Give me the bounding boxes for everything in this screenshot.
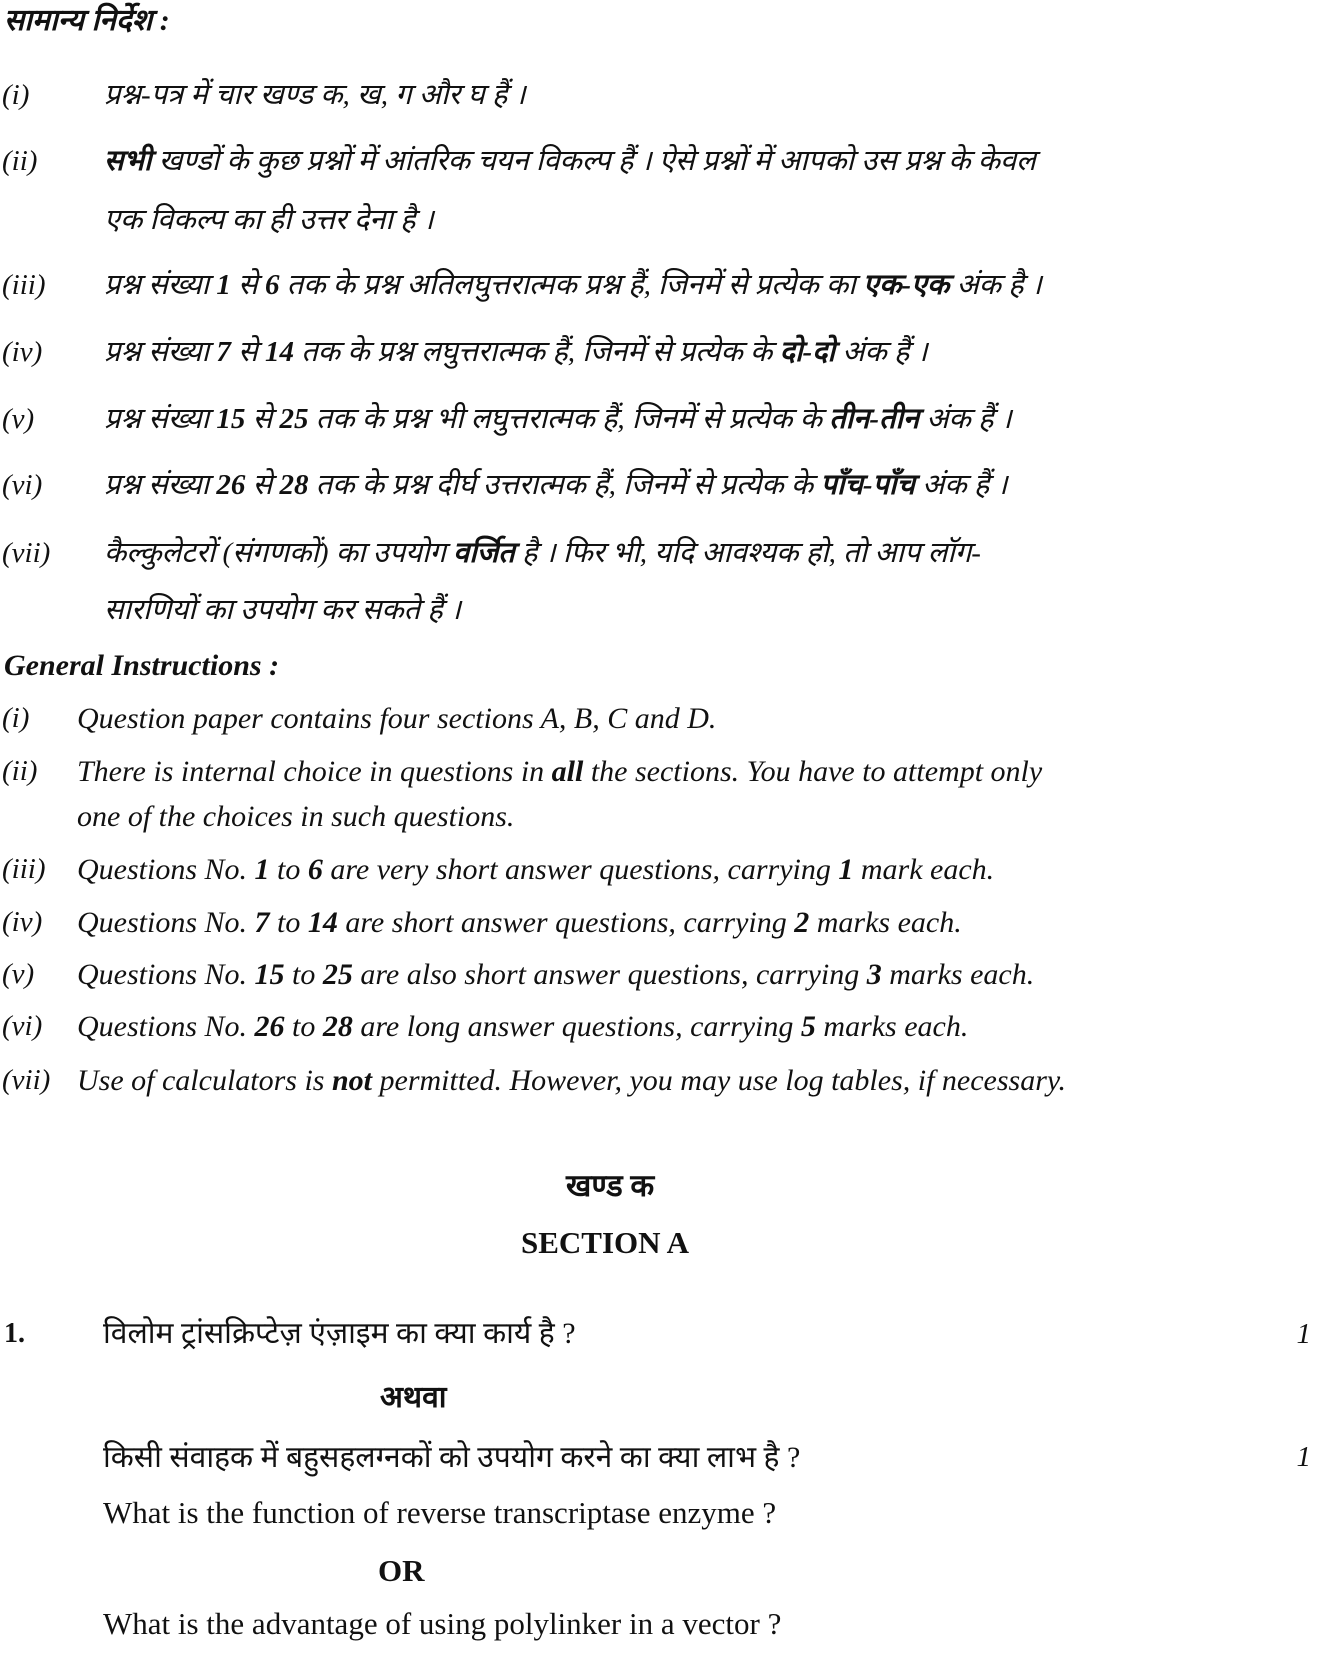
instruction-line <box>104 539 981 568</box>
instruction-line <box>104 471 1008 500</box>
or-hindi: अथवा <box>380 1381 447 1414</box>
emphasis-text: not <box>332 1064 373 1097</box>
instruction-text: Questions No. <box>77 853 255 886</box>
instruction-text: are very short answer questions, carrying <box>322 853 839 886</box>
instruction-text: से <box>230 269 266 301</box>
instruction-text: तक के प्रश्न लघुत्तरात्मक हैं, जिनमें से प्रत्येक के <box>294 336 780 368</box>
instruction-text: are long answer questions, carrying <box>352 1010 801 1043</box>
instruction-text: to <box>269 853 308 886</box>
instruction-text: प्रश्न-पत्र में चार खण्ड क, ख, ग और घ हैं । <box>104 79 526 111</box>
emphasis-text: all <box>551 755 584 788</box>
emphasis-text: 6 <box>307 853 323 886</box>
instruction-label: (iii) <box>2 853 46 885</box>
instruction-label: (vii) <box>2 1064 51 1096</box>
emphasis-text: 26 <box>254 1010 285 1043</box>
instruction-text: तक के प्रश्न दीर्घ उत्तरात्मक हैं, जिनमें से प्रत्येक के <box>308 469 821 501</box>
instruction-text: permitted. However, you may use log tables, if necessary. <box>372 1064 1067 1097</box>
instruction-text: अंक हैं । <box>914 469 1008 501</box>
instruction-text: to <box>284 958 323 991</box>
emphasis-text: वर्जित <box>453 537 515 569</box>
question-number: 1. <box>4 1318 25 1349</box>
instruction-text: अंक है । <box>949 269 1042 301</box>
hindi-instructions-heading: सामान्य निर्देश : <box>4 4 170 37</box>
instruction-label: (vi) <box>2 1010 43 1042</box>
english-instructions-heading: General Instructions : <box>4 649 280 682</box>
instruction-label: (i) <box>2 702 30 734</box>
emphasis-text: 14 <box>307 906 338 939</box>
instruction-text: marks each. <box>815 1010 969 1043</box>
question-alt-english: What is the advantage of using polylinker in a vector ? <box>103 1606 782 1641</box>
instruction-line <box>77 908 962 938</box>
emphasis-text: 15 <box>216 403 246 435</box>
instruction-line <box>104 596 461 625</box>
instruction-label: (iii) <box>2 269 46 301</box>
emphasis-text: 28 <box>322 1010 353 1043</box>
instruction-text: There is internal choice in questions in <box>77 755 552 788</box>
instruction-label: (v) <box>2 403 35 435</box>
emphasis-text: 25 <box>322 958 353 991</box>
instruction-text: are short answer questions, carrying <box>337 906 795 939</box>
instruction-line <box>77 1012 968 1042</box>
emphasis-text: 15 <box>254 958 285 991</box>
or-english: OR <box>378 1553 425 1588</box>
emphasis-text: 1 <box>838 853 854 886</box>
emphasis-text: 5 <box>800 1010 816 1043</box>
section-title-hindi: खण्ड क <box>566 1168 655 1203</box>
emphasis-text: 28 <box>279 469 309 501</box>
instruction-text: प्रश्न संख्या <box>104 269 217 301</box>
instruction-line <box>77 960 1034 990</box>
instruction-text: एक विकल्प का ही उत्तर देना है । <box>104 204 434 236</box>
instruction-text: है । फिर भी, यदि आवश्यक हो, तो आप लॉग- <box>514 537 981 569</box>
instruction-label: (ii) <box>2 755 38 787</box>
instruction-text: अंक हैं । <box>835 336 928 368</box>
emphasis-text: सभी <box>104 145 152 177</box>
instruction-text: Use of calculators is <box>77 1064 332 1097</box>
instruction-text: तक के प्रश्न अतिलघुत्तरात्मक प्रश्न हैं, जिनमें से प्रत्येक का <box>279 269 864 301</box>
emphasis-text: 7 <box>216 336 231 368</box>
instruction-text: are also short answer questions, carrying <box>352 958 867 991</box>
instruction-line <box>104 405 1012 434</box>
emphasis-text: 1 <box>216 269 231 301</box>
instruction-text: से <box>245 469 280 501</box>
instruction-text: सारणियों का उपयोग कर सकते हैं । <box>104 594 462 626</box>
instruction-text: Questions No. <box>77 958 255 991</box>
emphasis-text: 6 <box>265 269 280 301</box>
emphasis-text: एक-एक <box>863 269 950 301</box>
emphasis-text: 7 <box>254 906 270 939</box>
instruction-text: Questions No. <box>77 906 255 939</box>
instruction-text: to <box>269 906 308 939</box>
instruction-line <box>77 855 994 885</box>
instruction-text: the sections. You have to attempt only <box>583 755 1043 788</box>
emphasis-text: पाँच-पाँच <box>820 469 915 501</box>
emphasis-text: 1 <box>254 853 270 886</box>
instruction-text: अंक हैं । <box>919 403 1012 435</box>
section-title-english: SECTION A <box>521 1225 689 1260</box>
instruction-text: marks each. <box>881 958 1035 991</box>
instruction-text: mark each. <box>853 853 995 886</box>
instruction-line <box>104 206 434 235</box>
question-english: What is the function of reverse transcriptase enzyme ? <box>103 1495 777 1530</box>
instruction-text: Question paper contains four sections A, B, C and D. <box>77 702 717 735</box>
instruction-text: marks each. <box>809 906 962 939</box>
emphasis-text: 14 <box>265 336 295 368</box>
question-marks: 1 <box>1296 1318 1311 1350</box>
instruction-text: तक के प्रश्न भी लघुत्तरात्मक हैं, जिनमें से प्रत्येक के <box>308 403 830 435</box>
instruction-text: प्रश्न संख्या <box>104 336 217 368</box>
emphasis-text: 25 <box>279 403 309 435</box>
instruction-text: कैल्कुलेटरों (संगणकों) का उपयोग <box>104 537 454 569</box>
instruction-label: (v) <box>2 958 35 990</box>
question-alt-marks: 1 <box>1296 1441 1311 1473</box>
instruction-label: (ii) <box>2 145 38 177</box>
instruction-line <box>77 802 514 832</box>
instruction-line <box>77 1066 1066 1096</box>
emphasis-text: दो-दो <box>779 336 836 368</box>
question-alt-hindi: किसी संवाहक में बहुसहलग्नकों को उपयोग करने का क्या लाभ है ? <box>103 1441 801 1474</box>
emphasis-text: 3 <box>866 958 882 991</box>
instruction-line <box>77 704 716 734</box>
instruction-text: Questions No. <box>77 1010 255 1043</box>
instruction-text: से <box>230 336 266 368</box>
emphasis-text: 2 <box>794 906 810 939</box>
instruction-label: (iv) <box>2 906 43 938</box>
instruction-label: (vi) <box>2 469 43 501</box>
instruction-label: (vii) <box>2 537 51 569</box>
instruction-line <box>104 338 928 367</box>
instruction-text: से <box>245 403 280 435</box>
instruction-text: प्रश्न संख्या <box>104 403 217 435</box>
instruction-text: one of the choices in such questions. <box>77 800 515 833</box>
instruction-text: खण्डों के कुछ प्रश्नों में आंतरिक चयन विकल्प हैं । ऐसे प्रश्नों में आपको उस प्रश्न के केवल <box>151 145 1036 177</box>
instruction-line <box>77 757 1042 787</box>
instruction-text: प्रश्न संख्या <box>104 469 217 501</box>
instruction-label: (iv) <box>2 336 43 368</box>
emphasis-text: तीन-तीन <box>829 403 920 435</box>
emphasis-text: 26 <box>216 469 246 501</box>
instruction-text: to <box>284 1010 323 1043</box>
instruction-label: (i) <box>2 79 30 111</box>
instruction-line <box>104 147 1036 176</box>
instruction-line <box>104 81 526 110</box>
question-hindi: विलोम ट्रांसक्रिप्टेज़ एंज़ाइम का क्या कार्य है ? <box>103 1317 576 1350</box>
instruction-line <box>104 271 1042 300</box>
